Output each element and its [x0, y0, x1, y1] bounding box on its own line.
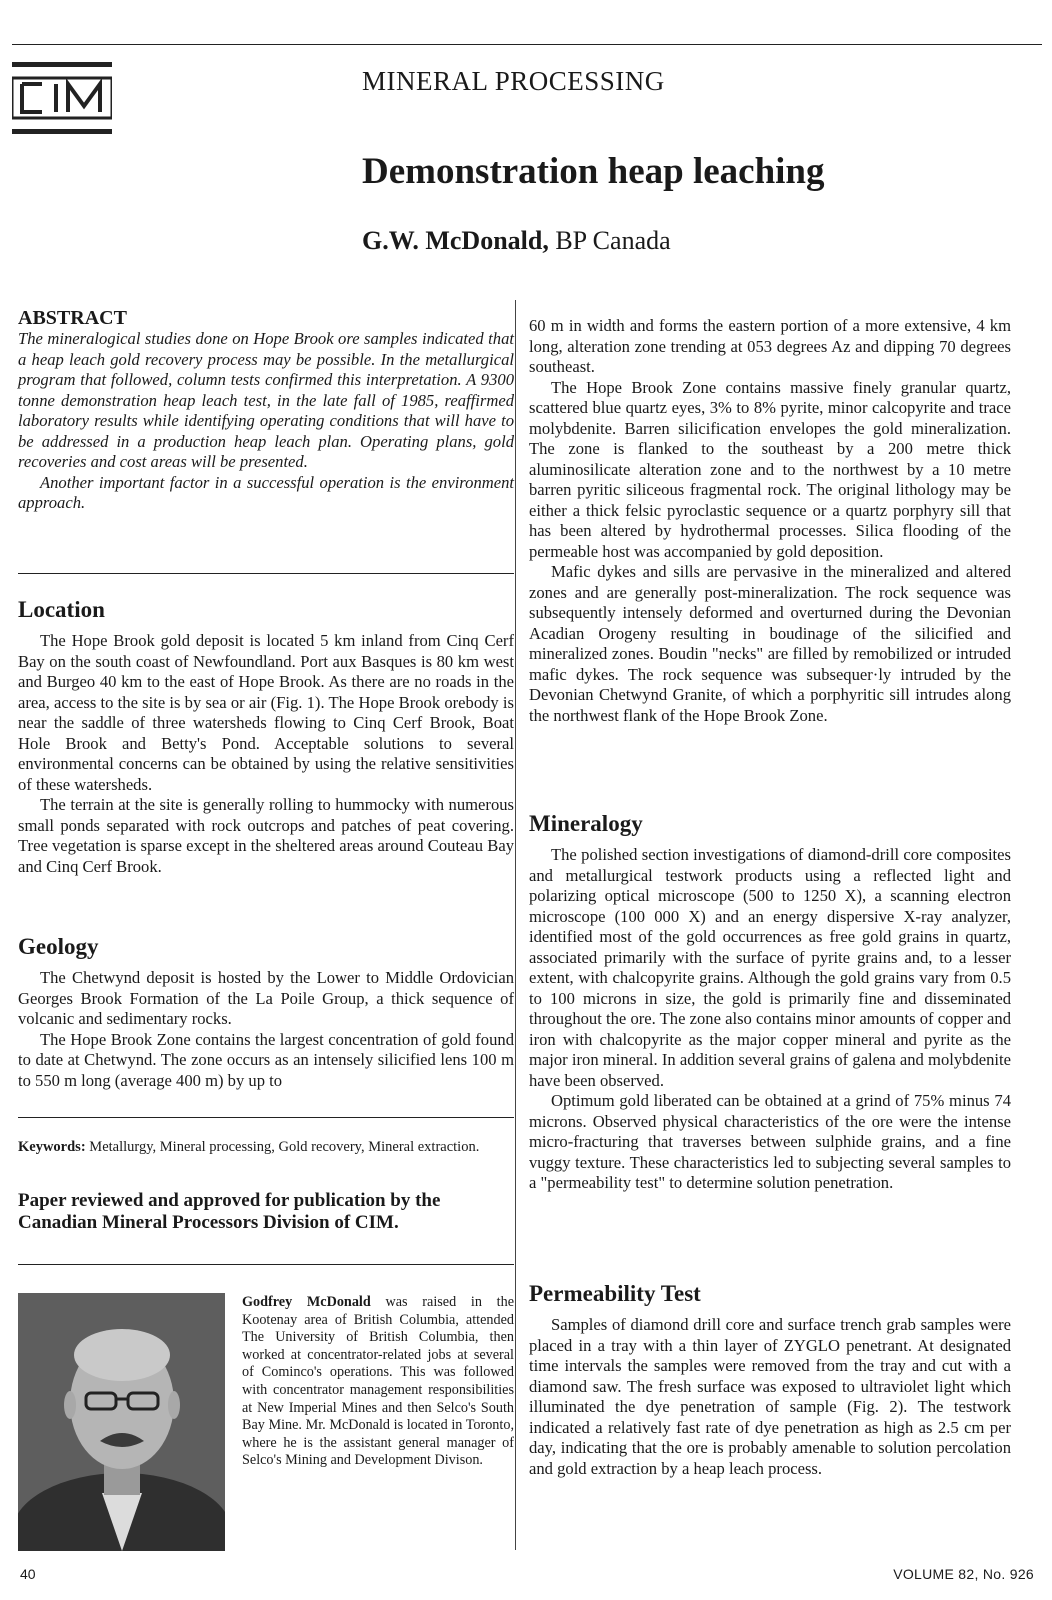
keywords [18, 1138, 514, 1156]
author-portrait [18, 1293, 225, 1551]
abstract-heading: ABSTRACT [18, 307, 127, 329]
geology-paragraph: The Hope Brook Zone contains massive finely granular quartz, scattered blue quartz eyes, 3% to 8% pyrite, minor calcopyrite and trace molybdenite. Barren silicification envelopes the gold mineralization. The zone is flanked to the southeast by a 200 metre thick aluminosilicate alteration zone and to the northwest by a 10 metre barren pyritic siliceous fragmental rock. The original lithology may be either a thick felsic pyroclastic sequence or a quartz porphyry sill that has been altered by hydrothermal processes. Silica flooding of the permeable host was accompanied by gold deposition. [529, 377, 1011, 561]
geology-section [18, 934, 514, 1091]
location-paragraph: The terrain at the site is generally rolling to hummocky with numerous small ponds separated with rock outcrops and patches of peat covering. Tree vegetation is sparse except in the sheltered areas around Couteau Bay and Cinq Cerf Brook. [18, 795, 514, 876]
geology-paragraph: Mafic dykes and sills are pervasive in the mineralized and altered zones and are generally post-mineralization. The rock sequence was subsequently intensely deformed and overturned during the Devonian Acadian Orogeny resulting in boudinage of the silicified and mineralized zones. Boudin "necks" are filled by remobilized or intruded mafic dykes. The rock sequence was subsequer·ly intruded by the Devonian Chetwynd Granite, of which a porphyritic sill intrudes along the northwest flank of the Hope Brook Zone. [529, 562, 1011, 725]
bio-text: was raised in the Kootenay area of British Columbia, attended The University of British Columbia, then worked at concentrator-related jobs at several of Cominco's operations. This was followed with concentrator management responsibilities at New Imperial Mines and then Selco's South Bay Mine. Mr. McDonald is located in Toronto, where he is the assistant general manager of Selco's Mining and Development Divison. [242, 1294, 515, 1469]
abstract-paragraph: Another important factor in a successful operation is the environment approach. [18, 472, 514, 512]
mineralogy-section [529, 811, 1011, 1194]
bio-divider [18, 1264, 514, 1265]
author-name: G.W. McDonald, [362, 226, 549, 255]
review-note: Paper reviewed and approved for publication by the Canadian Mineral Processors Division of CIM. [18, 1190, 441, 1233]
right-column [529, 316, 1011, 726]
mineralogy-paragraph: Optimum gold liberated can be obtained at a grind of 75% minus 74 microns. Observed physical characteristics of the ore were the intense micro-fracturing that traverses between sulphide grains, and a fine vuggy texture. These characteristics led to subjecting several samples to a "permeability test" to determine solution penetration. [529, 1091, 1011, 1192]
bio-name: Godfrey McDonald [242, 1294, 371, 1310]
geology-heading: Geology [18, 934, 99, 959]
location-heading: Location [18, 597, 105, 622]
keywords-text: Metallurgy, Mineral processing, Gold recovery, Mineral extraction. [89, 1139, 480, 1155]
location-paragraph: The Hope Brook gold deposit is located 5 km inland from Cinq Cerf Bay on the south coast of Newfoundland. Port aux Basques is 80 km west and Burgeo 40 km to the east of Hope Brook. As there are no roads in the area, access to the site is by sea or air (Fig. 1). The Hope Brook orebody is near the saddle of three watersheds flowing to Cinq Cerf Brook, Boat Hole Brook and Betty's Pond. Acceptable solutions to several environmental concerns can be obtained by using the relative sensitivities of these watersheds. [18, 631, 514, 794]
author-affiliation: BP Canada [555, 226, 671, 255]
abstract-block [18, 307, 514, 514]
abstract-paragraph: The mineralogical studies done on Hope Brook ore samples indicated that a heap leach gold recovery process may be possible. In the metallurgical program that followed, column tests confirmed this interpretation. A 9300 tonne demonstration heap leach test, in the late fall of 1985, reaffirmed laboratory results while identifying operating conditions that will have to be addressed in a production heap leach plan. Operating plans, gold recoveries and cost areas will be presented. [18, 329, 514, 471]
byline [362, 226, 671, 256]
column-divider [515, 300, 516, 1550]
permeability-heading: Permeability Test [529, 1281, 701, 1306]
mineralogy-paragraph: The polished section investigations of diamond-drill core composites and metallurgical testwork products using a reflected light and polarizing optical microscope (500 to 1250 X), a scanning electron microscope (100 000 X) and an energy dispersive X-ray analyzer, identified most of the gold occurrences as free gold grains in quartz, associated primarily with the surface of pyrite grains and, to a lesser extent, with chalcopyrite grains. Although the gold grains vary from 0.5 to 100 microns in size, the gold is primarily fine and disseminated throughout the ore. The zone also contains minor amounts of copper and iron with chalcopyrite as the major copper mineral and pyrite as the major iron mineral. In addition several grains of galena and molybdenite have been observed. [529, 845, 1011, 1090]
geology-paragraph: The Hope Brook Zone contains the largest concentration of gold found to date at Chetwynd. The zone occurs as an intensely silicified lens 100 m to 550 m long (average 400 m) by up to [18, 1029, 514, 1090]
volume-info: VOLUME 82, No. 926 [893, 1566, 1034, 1582]
cim-logo [12, 62, 112, 134]
geology-continuation: 60 m in width and forms the eastern portion of a more extensive, 4 km long, alteration zone trending at 053 degrees Az and dipping 70 degrees southeast. [529, 316, 1011, 376]
page-number: 40 [20, 1566, 36, 1582]
article-title: Demonstration heap leaching [362, 151, 825, 192]
location-section [18, 597, 514, 877]
top-rule [12, 44, 1042, 45]
section-label: MINERAL PROCESSING [362, 66, 665, 96]
geology-paragraph: The Chetwynd deposit is hosted by the Lower to Middle Ordovician Georges Brook Formation of the La Poile Group, a thick sequence of volcanic and sedimentary rocks. [18, 968, 514, 1028]
author-bio [242, 1294, 514, 1470]
abstract-divider [18, 573, 514, 574]
author-photo [18, 1293, 225, 1551]
permeability-paragraph: Samples of diamond drill core and surface trench grab samples were placed in a tray with a thin layer of ZYGLO penetrant. At designated time intervals the samples were removed from the tray and cut with a diamond saw. The fresh surface was exposed to ultraviolet light which illuminated the dye penetration of sample (Fig. 2). The testwork indicated a relatively fast rate of dye penetration as high as 2.5 cm per day, indicating that the ore is probably amenable to solution percolation and gold extraction by a heap leach process. [529, 1315, 1011, 1478]
permeability-section [529, 1281, 1011, 1479]
keywords-divider [18, 1117, 514, 1118]
cim-logo-mark [12, 62, 112, 134]
keywords-label: Keywords: [18, 1139, 86, 1155]
mineralogy-heading: Mineralogy [529, 811, 643, 836]
